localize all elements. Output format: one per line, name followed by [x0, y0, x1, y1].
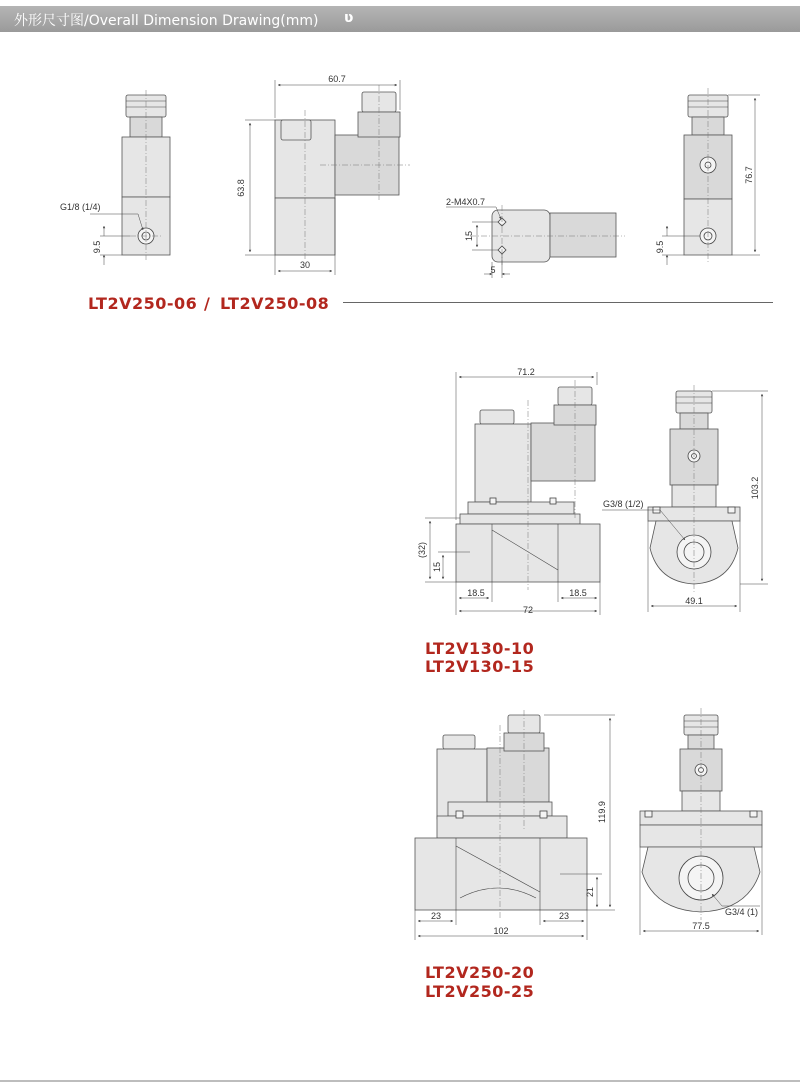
- s1-front-view: [90, 90, 170, 265]
- s2-side-width-label: 49.1: [685, 596, 703, 606]
- s3-length-label: 102: [493, 926, 509, 936]
- s1-side-height-label: 76.7: [744, 166, 754, 184]
- s3-height-label: 119.9: [597, 801, 607, 823]
- s3-left-offset-label: 23: [430, 911, 442, 921]
- s2-model-a: LT2V130-10: [425, 639, 535, 658]
- s1-height-label: 63.8: [236, 179, 246, 197]
- s1-side-port-height-label: 9.5: [655, 240, 665, 254]
- s1-screw-offset-label: 5: [490, 265, 496, 275]
- s1-base-label: 30: [299, 260, 311, 270]
- header-logo-icon: ʋ: [344, 10, 354, 26]
- footer-rule: [0, 1080, 800, 1082]
- s3-side-view: [640, 708, 762, 935]
- s3-port-label: G3/4 (1): [725, 907, 759, 917]
- s2-front-view: [425, 372, 600, 615]
- s1-model-b: LT2V250-08: [220, 294, 330, 313]
- s2-length-label: 72: [522, 605, 534, 615]
- s1-screw-label: 2-M4X0.7: [446, 197, 486, 207]
- s2-height-label: 103.2: [750, 476, 760, 500]
- s2-ref-height-label: (32): [417, 541, 427, 559]
- s1-width-label: 60.7: [328, 74, 346, 84]
- s1-model-separator: /: [204, 294, 211, 313]
- s3-side-width-label: 77.5: [692, 921, 710, 931]
- s2-right-offset-label: 18.5: [569, 588, 587, 598]
- page-title: 外形尺寸图/Overall Dimension Drawing(mm): [14, 13, 319, 29]
- s1-model-rule: [343, 302, 773, 303]
- s1-side-view: [245, 80, 410, 275]
- s1-screw-spacing-label: 15: [464, 230, 474, 242]
- s1-model-a: LT2V250-06: [88, 294, 198, 313]
- s2-width-label: 71.2: [517, 367, 535, 377]
- s3-model-b: LT2V250-25: [425, 982, 535, 1001]
- s1-port-height-label: 9.5: [92, 240, 102, 254]
- s2-port-height-label: 15: [432, 561, 442, 573]
- s1-port-label: G1/8 (1/4): [60, 202, 101, 212]
- s2-left-offset-label: 18.5: [467, 588, 485, 598]
- s2-port-label: G3/8 (1/2): [603, 499, 644, 509]
- s3-right-offset-label: 23: [558, 911, 570, 921]
- s3-port-height-label: 21: [585, 886, 595, 898]
- s2-model-b: LT2V130-15: [425, 657, 535, 676]
- s3-model-a: LT2V250-20: [425, 963, 535, 982]
- s3-front-view: [415, 710, 615, 940]
